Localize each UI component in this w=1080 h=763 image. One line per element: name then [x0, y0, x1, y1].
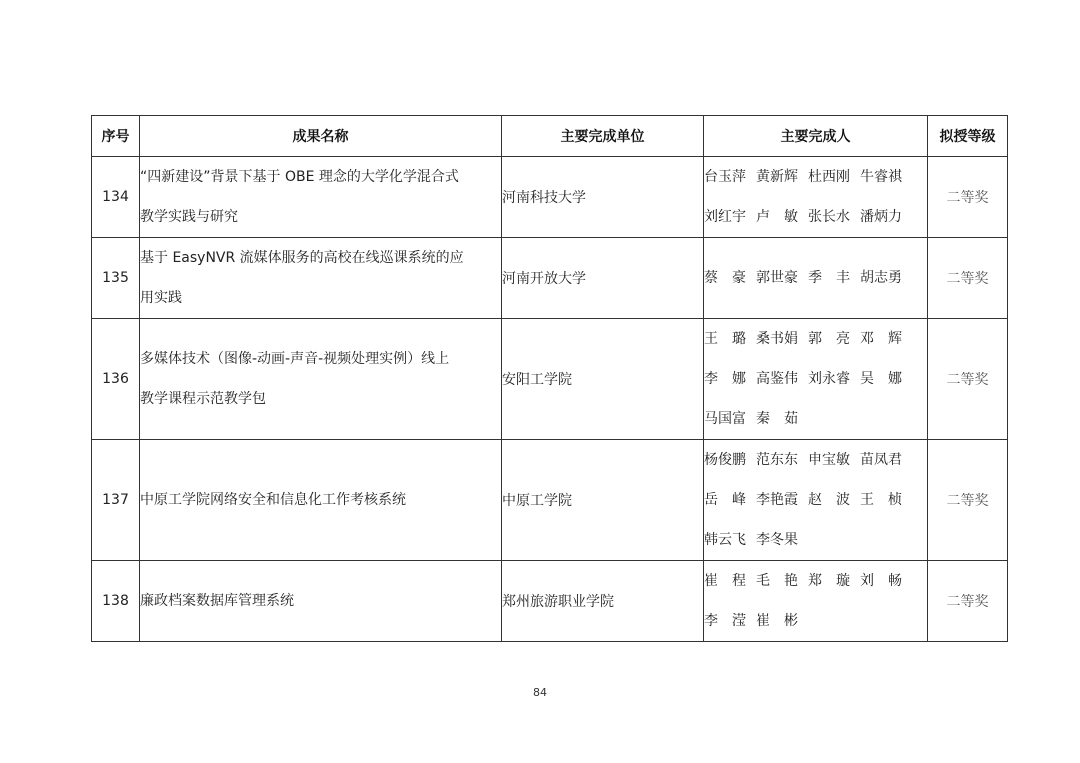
header-persons: 主要完成人: [704, 116, 928, 157]
achievement-name: [140, 561, 502, 642]
row-index: 138: [92, 561, 140, 642]
person-name: 李 娜: [704, 371, 746, 387]
person-name: 刘 畅: [860, 573, 902, 589]
persons-line: [704, 440, 927, 480]
completion-unit: 郑州旅游职业学院: [502, 561, 704, 642]
person-name: 张长水: [808, 209, 850, 225]
name-line: 教学课程示范教学包: [140, 391, 266, 407]
name-line: 用实践: [140, 290, 182, 306]
award-level: 二等奖: [928, 440, 1008, 561]
person-name: 郑 璇: [808, 573, 850, 589]
award-level: 二等奖: [928, 561, 1008, 642]
completion-persons: [704, 561, 928, 642]
person-name: 牛睿祺: [860, 169, 902, 185]
person-name: 邓 辉: [860, 331, 902, 347]
name-line: 基于 EasyNVR 流媒体服务的高校在线巡课系统的应: [140, 250, 464, 266]
row-index: 134: [92, 157, 140, 238]
achievement-name: [140, 440, 502, 561]
award-level: 二等奖: [928, 319, 1008, 440]
award-level: 二等奖: [928, 157, 1008, 238]
row-index: 137: [92, 440, 140, 561]
person-name: 范东东: [756, 452, 798, 468]
name-line: 教学实践与研究: [140, 209, 238, 225]
person-name: 刘永睿: [808, 371, 850, 387]
person-name: 郭 亮: [808, 331, 850, 347]
person-name: 韩云飞: [704, 532, 746, 548]
name-line: 廉政档案数据库管理系统: [140, 593, 294, 609]
person-name: 桑书娟: [756, 331, 798, 347]
completion-unit: 河南开放大学: [502, 238, 704, 319]
person-name: 刘红宇: [704, 209, 746, 225]
page-number: 84: [533, 686, 547, 699]
header-unit: 主要完成单位: [502, 116, 704, 157]
persons-line: [704, 561, 927, 601]
persons-line: [704, 399, 927, 439]
completion-unit: 安阳工学院: [502, 319, 704, 440]
person-name: 卢 敏: [756, 209, 798, 225]
person-name: 王 璐: [704, 331, 746, 347]
person-name: 秦 茹: [756, 411, 798, 427]
person-name: 岳 峰: [704, 492, 746, 508]
person-name: 郭世豪: [756, 270, 798, 286]
persons-line: [704, 319, 927, 359]
person-name: 崔 程: [704, 573, 746, 589]
row-index: 136: [92, 319, 140, 440]
persons-line: [704, 197, 927, 237]
table-row: [92, 319, 1008, 440]
completion-unit: 河南科技大学: [502, 157, 704, 238]
completion-persons: [704, 157, 928, 238]
persons-line: [704, 480, 927, 520]
person-name: 杨俊鹏: [704, 452, 746, 468]
person-name: 吴 娜: [860, 371, 902, 387]
person-name: 蔡 豪: [704, 270, 746, 286]
completion-persons: [704, 319, 928, 440]
person-name: 李艳霞: [756, 492, 798, 508]
person-name: 杜西刚: [808, 169, 850, 185]
person-name: 申宝敏: [808, 452, 850, 468]
persons-line: [704, 520, 927, 560]
header-level: 拟授等级: [928, 116, 1008, 157]
persons-line: [704, 258, 927, 298]
achievement-name: [140, 157, 502, 238]
person-name: 李 滢: [704, 613, 746, 629]
person-name: 黄新辉: [756, 169, 798, 185]
persons-line: [704, 157, 927, 197]
achievement-name: [140, 319, 502, 440]
completion-unit: 中原工学院: [502, 440, 704, 561]
table-row: [92, 440, 1008, 561]
person-name: 台玉萍: [704, 169, 746, 185]
row-index: 135: [92, 238, 140, 319]
person-name: 胡志勇: [860, 270, 902, 286]
persons-line: [704, 359, 927, 399]
completion-persons: [704, 440, 928, 561]
person-name: 赵 波: [808, 492, 850, 508]
person-name: 高鉴伟: [756, 371, 798, 387]
table-row: [92, 561, 1008, 642]
person-name: 王 桢: [860, 492, 902, 508]
award-table: [91, 115, 1008, 642]
name-line: 多媒体技术（图像-动画-声音-视频处理实例）线上: [140, 351, 450, 367]
achievement-name: [140, 238, 502, 319]
name-line: “四新建设”背景下基于 OBE 理念的大学化学混合式: [140, 169, 459, 185]
table-row: [92, 157, 1008, 238]
person-name: 苗凤君: [860, 452, 902, 468]
person-name: 马国富: [704, 411, 746, 427]
person-name: 季 丰: [808, 270, 850, 286]
person-name: 毛 艳: [756, 573, 798, 589]
header-row: [92, 116, 1008, 157]
header-index: 序号: [92, 116, 140, 157]
name-line: 中原工学院网络安全和信息化工作考核系统: [140, 492, 406, 508]
person-name: 崔 彬: [756, 613, 798, 629]
persons-line: [704, 601, 927, 641]
header-name: 成果名称: [140, 116, 502, 157]
table-row: [92, 238, 1008, 319]
person-name: 李冬果: [756, 532, 798, 548]
award-level: 二等奖: [928, 238, 1008, 319]
person-name: 潘炳力: [860, 209, 902, 225]
completion-persons: [704, 238, 928, 319]
